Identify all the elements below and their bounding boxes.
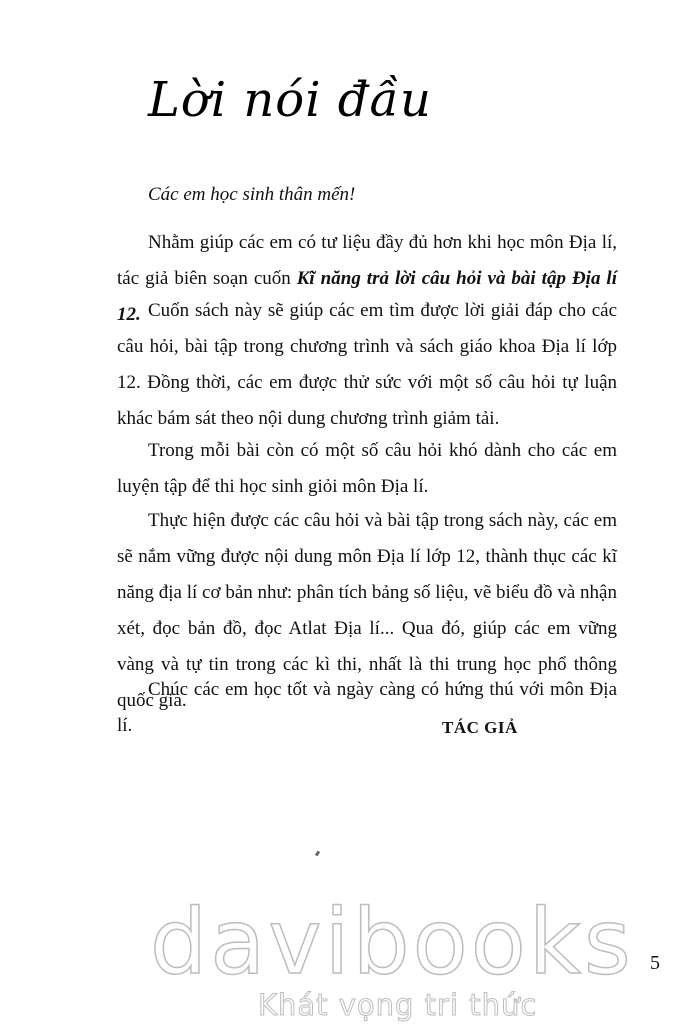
greeting: Các em học sinh thân mến! [148, 184, 356, 205]
paragraph-2: Cuốn sách này sẽ giúp các em tìm được lời giải đáp cho các câu hỏi, bài tập trong chương trình và sách giáo khoa Địa lí lớp 12. Đồng thời, các em được thử sức với một số câu hỏi tự luận khác bám sát theo nội dung chương trình giảm tải. [117, 300, 617, 429]
watermark-tagline: Khát vọng tri thức [258, 988, 538, 1022]
watermark-brand: davibooks [150, 890, 634, 995]
print-speck [315, 851, 320, 857]
page-title: Lời nói đầu [148, 72, 432, 128]
paragraph-5: Chúc các em học tốt và ngày càng có hứng thú với môn Địa lí. [117, 679, 617, 736]
paragraph-1-text: Nhằm giúp các em có tư liệu đầy đủ hơn khi học môn Địa lí, tác giả biên soạn cuốn [117, 232, 617, 289]
author-signature: TÁC GIẢ [442, 718, 518, 737]
paragraph-3: Trong mỗi bài còn có một số câu hỏi khó dành cho các em luyện tập để thi học sinh giỏi môn Địa lí. [117, 440, 617, 497]
page-number: 5 [650, 952, 660, 974]
book-title: Kĩ năng trả lời câu hỏi và bài tập Địa lí 12. [117, 268, 617, 325]
paragraph-4: Thực hiện được các câu hỏi và bài tập trong sách này, các em sẽ nắm vững được nội dung môn Địa lí lớp 12, thành thục các kĩ năng địa lí cơ bản như: phân tích bảng số liệu, vẽ biểu đồ và nhận xét, đọc bản đồ, đọc Atlat Địa lí... Qua đó, giúp các em vững vàng và tự tin trong các kì thi, nhất là thi trung học phổ thông quốc gia. [117, 510, 617, 711]
